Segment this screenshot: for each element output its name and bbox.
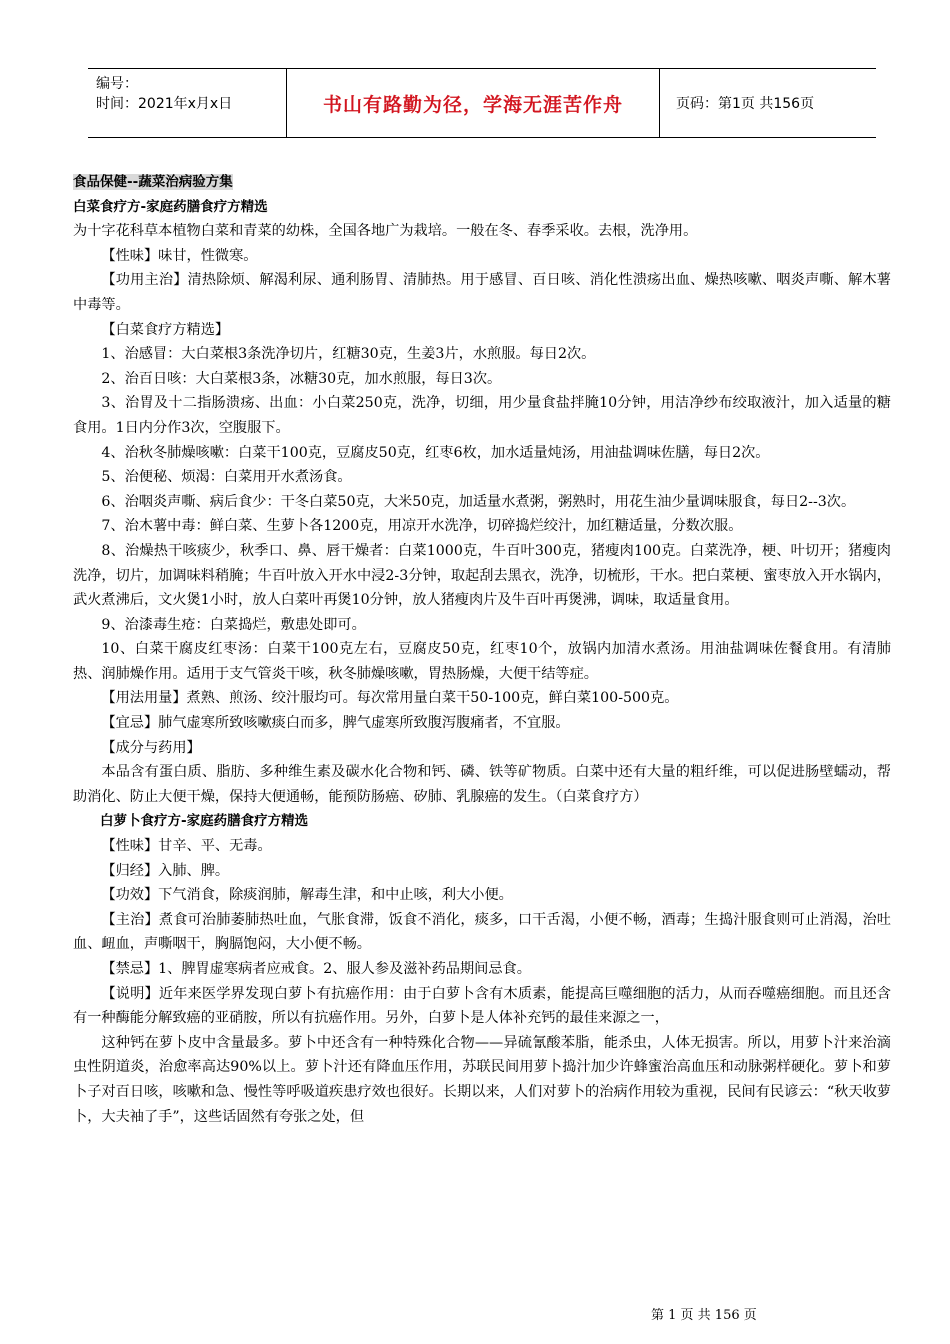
page-info-text: 页码：第1页 共156页 [676, 96, 815, 112]
lb-gongxiao-paragraph: 【功效】下气消食，除痰润肺，解毒生津，和中止咳，利大小便。 [101, 887, 513, 904]
lb-jinji-paragraph: 【禁忌】1、脾胃虚寒病者应戒食。2、服人参及滋补药品期间忌食。 [101, 961, 531, 977]
yiji-paragraph: 【宜忌】肺气虚寒所致咳嗽痰白而多，脾气虚寒所致腹泻腹痛者，不宜服。 [101, 715, 570, 732]
intro-paragraph: 为十字花科草本植物白菜和青菜的幼株，全国各地广为栽培。一般在冬、春季采收。去根，洗净用。 [73, 223, 698, 240]
gongyong-paragraph: 【功用主治】清热除烦、解渴利尿、通利肠胃、清肺热。用于感冒、百日咳、消化性溃疡出血、燥热咳嗽、咽炎声嘶、解木薯中毒等。 [73, 272, 891, 313]
yongfa-paragraph: 【用法用量】煮熟、煎汤、绞汁服均可。每次常用量白菜干50-100克，鲜白菜100-500克。 [101, 690, 679, 707]
chengfen-heading: 【成分与药用】 [101, 739, 201, 756]
document-title-text: 食品保健--蔬菜治病验方集 [73, 174, 233, 190]
recipe-item: 5、治便秘、烦渴：白菜用开水煮汤食。 [101, 469, 352, 486]
recipe-item: 2、治百日咳：大白菜根3条，冰糖30克，加水煎服，每日3次。 [101, 370, 502, 387]
xingwei-paragraph: 【性味】味甘，性微寒。 [101, 247, 258, 264]
header-motto: 书山有路勤为径，学海无涯苦作舟 [286, 69, 660, 137]
lb-xingwei-paragraph: 【性味】甘辛、平、无毒。 [101, 838, 272, 855]
header-meta [88, 69, 286, 137]
recipe-item: 3、治胃及十二指肠溃疡、出血：小白菜250克，洗净，切细，用少量食盐拌腌10分钟，用洁净纱布绞取液汁，加入适量的糖食用。1日内分作3次，空腹服下。 [73, 395, 891, 436]
recipe-item: 4、治秋冬肺燥咳嗽：白菜干100克，豆腐皮50克，红枣6枚，加水适量炖汤，用油盐调味佐膳，每日2次。 [101, 444, 770, 461]
page-header [88, 68, 876, 138]
document-body [73, 170, 891, 1129]
time-label: 时间：2021年x月x日 [96, 96, 233, 112]
section-title-baicai: 白菜食疗方-家庭药膳食疗方精选 [73, 198, 268, 215]
lb-zhuzhi-paragraph: 【主治】煮食可治肺萎肺热吐血，气胀食滞，饭食不消化，痰多，口干舌渴，小便不畅，酒毒；生捣汁服食则可止消渴，治吐血、衄血，声嘶咽干，胸膈饱闷，大小便不畅。 [73, 911, 891, 953]
section-title-luobo: 白萝卜食疗方-家庭药膳食疗方精选 [100, 813, 309, 830]
recipe-item: 8、治燥热干咳痰少，秋季口、鼻、唇干燥者：白菜1000克，牛百叶300克，猪瘦肉100克。白菜洗净，梗、叶切开；猪瘦肉洗净，切片，加调味料稍腌；牛百叶放入开水中浸2-3分钟，取起刮去黑衣，洗净，切梳形，干水。把白菜梗、蜜枣放入开水锅内，武火煮沸后，文火煲1小时，放人白菜叶再煲10分钟，放人猪瘦肉片及牛百叶再煲沸，调味，取适量食用。 [73, 542, 891, 609]
recipe-item: 10、白菜干腐皮红枣汤：白菜干100克左右，豆腐皮50克，红枣10个，放锅内加清水煮汤。用油盐调味佐餐食用。有清肺热、润肺燥作用。适用于支气管炎干咳，秋冬肺燥咳嗽，胃热肠燥，大便干结等症。 [73, 641, 891, 682]
lb-guijing-paragraph: 【归经】入肺、脾。 [101, 862, 230, 879]
lb-last-paragraph: 这种钙在萝卜皮中含量最多。萝卜中还含有一种特殊化合物——异硫氰酸苯脂，能杀虫，人体无损害。所以，用萝卜汁来治滴虫性阴道炎，治愈率高达90%以上。萝卜汁还有降血压作用，苏联民间用萝卜捣汁加少许蜂蜜治高血压和动脉粥样硬化。萝卜和萝卜子对百日咳，咳嗽和急、慢性等呼吸道疾患疗效也很好。长期以来，人们对萝卜的治病作用较为重视，民间有民谚云：“秋天收萝卜，大夫袖了手”，这些话固然有夸张之处，但 [73, 1034, 891, 1125]
recipe-item: 6、治咽炎声嘶、病后食少：干冬白菜50克，大米50克，加适量水煮粥，粥熟时，用花生油少量调味服食，每日2--3次。 [101, 493, 856, 510]
lb-shuoming-paragraph: 【说明】近年来医学界发现白萝卜有抗癌作用：由于白萝卜含有木质素，能提高巨噬细胞的活力，从而吞噬癌细胞。而且还含有一种酶能分解致癌的亚硝胺，所以有抗癌作用。另外，白萝卜是人体补充钙的最佳来源之一， [73, 985, 891, 1027]
header-page-info [668, 69, 876, 137]
recipe-item: 9、治漆毒生疮：白菜捣烂，敷患处即可。 [101, 616, 366, 633]
code-label: 编号： [96, 76, 138, 92]
recipe-item: 7、治木薯中毒：鲜白菜、生萝卜各1200克，用凉开水洗净，切碎捣烂绞汁，加红糖适量，分数次服。 [101, 518, 743, 535]
page-footer: 第 1 页 共 156 页 [651, 1308, 757, 1323]
jingxuan-heading: 【白菜食疗方精选】 [101, 321, 230, 338]
document-title [73, 170, 891, 195]
chengfen-paragraph: 本品含有蛋白质、脂肪、多种维生素及碳水化合物和钙、磷、铁等矿物质。白菜中还有大量的粗纤维，可以促进肠壁蠕动，帮助消化、防止大便干燥，保持大便通畅，能预防肠癌、矽肺、乳腺癌的发生。（白菜食疗方） [73, 764, 891, 805]
recipe-item: 1、治感冒：大白菜根3条洗净切片，红糖30克，生姜3片，水煎服。每日2次。 [101, 346, 596, 363]
